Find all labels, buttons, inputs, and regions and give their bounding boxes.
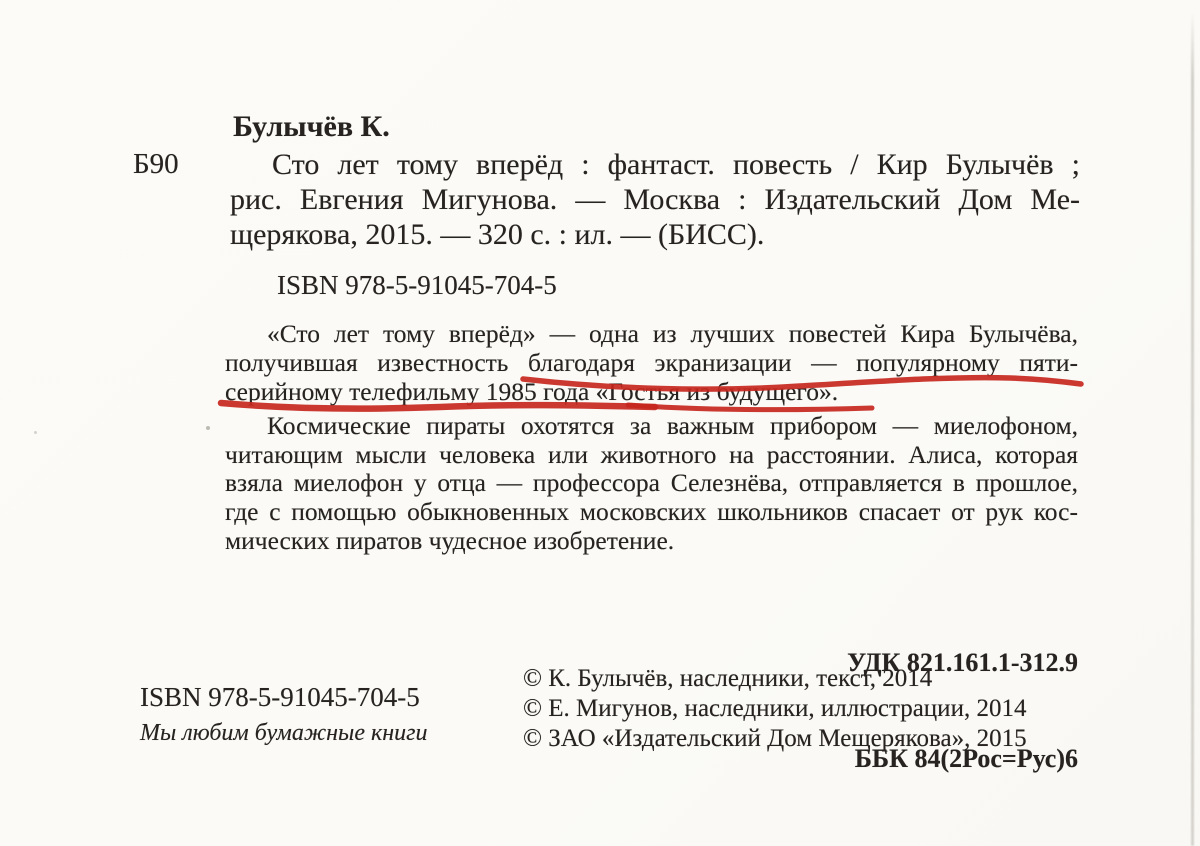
text-line: серийному телефильму 1985 года «Гостья из будущего». xyxy=(225,376,839,406)
scan-speck xyxy=(34,431,37,434)
text-line: рис. Евгения Мигунова. — Москва : Издательский Дом Ме- xyxy=(230,183,1080,216)
text-line: щерякова, 2015. — 320 с. : ил. — (БИСС). xyxy=(230,218,765,251)
text-line: Космические пираты охотятся за важным прибором — миелофоном, xyxy=(267,411,1078,440)
annotation-paragraph-plot xyxy=(225,412,1078,556)
bibliographic-description xyxy=(230,147,1080,252)
isbn-footer: ISBN 978-5-91045-704-5 xyxy=(140,682,420,712)
author-heading: Булычёв К. xyxy=(233,110,390,143)
text-line: Сто лет тому вперёд : фантаст. повесть / Кир Булычёв ; xyxy=(272,148,1080,181)
bbk-index: ББК 84(2Рос=Рус)6 xyxy=(854,744,1078,773)
text-line: © К. Булычёв, наследники, текст, 2014 xyxy=(523,665,933,692)
text-line: «Сто лет тому вперёд» — одна из лучших повестей Кира Булычёва, xyxy=(267,319,1078,348)
classification-code: Б90 xyxy=(133,148,179,180)
text-line: где с помощью обыкновенных московских школьников спасает от рук кос- xyxy=(225,497,1078,527)
text-line: © ЗАО «Издательский Дом Мещерякова», 2015 xyxy=(523,725,1027,752)
isbn-bibliographic: ISBN 978-5-91045-704-5 xyxy=(277,270,557,300)
publisher-slogan: Мы любим бумажные книги xyxy=(140,720,428,746)
text-line: получившая известность благодаря экранизации — популярному пяти- xyxy=(225,347,1078,377)
text-line: мических пиратов чудесное изобретение. xyxy=(225,525,675,555)
udk-index: УДК 821.161.1-312.9 xyxy=(847,648,1078,677)
scan-page-edge-shadow xyxy=(1191,12,1194,846)
text-line: читающим мысли человека или животного на расстоянии. Алиса, которая xyxy=(225,439,1078,469)
text-line: взяла миелофон у отца — профессора Селезнёва, отправляется в прошлое, xyxy=(225,468,1078,498)
text-line: © Е. Мигунов, наследники, иллюстрации, 2014 xyxy=(523,695,1027,722)
scan-speck xyxy=(206,426,210,430)
annotation-paragraph-film xyxy=(225,320,1078,406)
copyright-block xyxy=(523,664,1093,754)
